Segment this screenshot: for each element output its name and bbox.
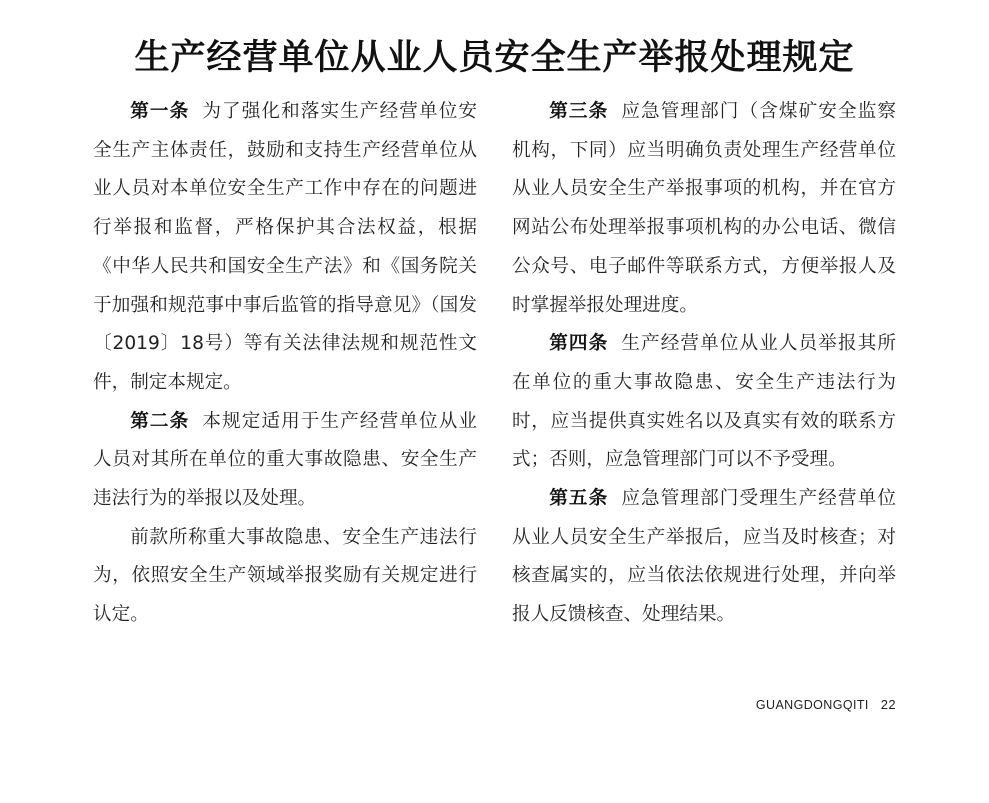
page-number: 22 [880,697,896,712]
page-footer [756,697,896,712]
article-2-text: 本规定适用于生产经营单位从业人员对其所在单位的重大事故隐患、安全生产违法行为的举报以及处理。 [93,410,477,510]
publication-name: GUANGDONGQITI [755,698,869,712]
left-column [93,93,477,635]
article-5-text: 应急管理部门受理生产经营单位从业人员安全生产举报后，应当及时核查；对核查属实的，应当依法依规进行处理，并向举报人反馈核查、处理结果。 [512,488,896,626]
article-1-label: 第一条 [130,101,190,122]
article-4-paragraph [512,325,896,480]
article-5-label: 第五条 [549,488,609,510]
article-3-label: 第三条 [549,101,609,122]
article-2-label: 第二条 [130,410,190,432]
article-5-paragraph [512,480,896,635]
article-3-paragraph [512,93,896,325]
article-3-text: 应急管理部门（含煤矿安全监察机构，下同）应当明确负责处理生产经营单位从业人员安全生产举报事项的机构，并在官方网站公布处理举报事项机构的办公电话、微信公众号、电子邮件等联系方式，方便举报人及时掌握举报处理进度。 [512,101,896,316]
right-column [512,93,896,635]
article-2-continuation-text: 前款所称重大事故隐患、安全生产违法行为，依照安全生产领域举报奖励有关规定进行认定。 [93,526,477,626]
article-2-paragraph [93,403,477,519]
article-4-text: 生产经营单位从业人员举报其所在单位的重大事故隐患、安全生产违法行为时，应当提供真实姓名以及真实有效的联系方式；否则，应急管理部门可以不予受理。 [512,333,896,471]
article-1-paragraph [93,93,477,403]
article-2-continuation-paragraph [93,519,477,635]
document-title: 生产经营单位从业人员安全生产举报处理规定 [134,38,855,78]
article-4-label: 第四条 [549,333,609,355]
article-1-text: 为了强化和落实生产经营单位安全生产主体责任，鼓励和支持生产经营单位从业人员对本单位安全生产工作中存在的问题进行举报和监督，严格保护其合法权益，根据《中华人民共和国安全生产法》和《国务院关于加强和规范事中事后监管的指导意见》（国发〔2019〕18号）等有关法律法规和规范性文件，制定本规定。 [93,101,477,393]
